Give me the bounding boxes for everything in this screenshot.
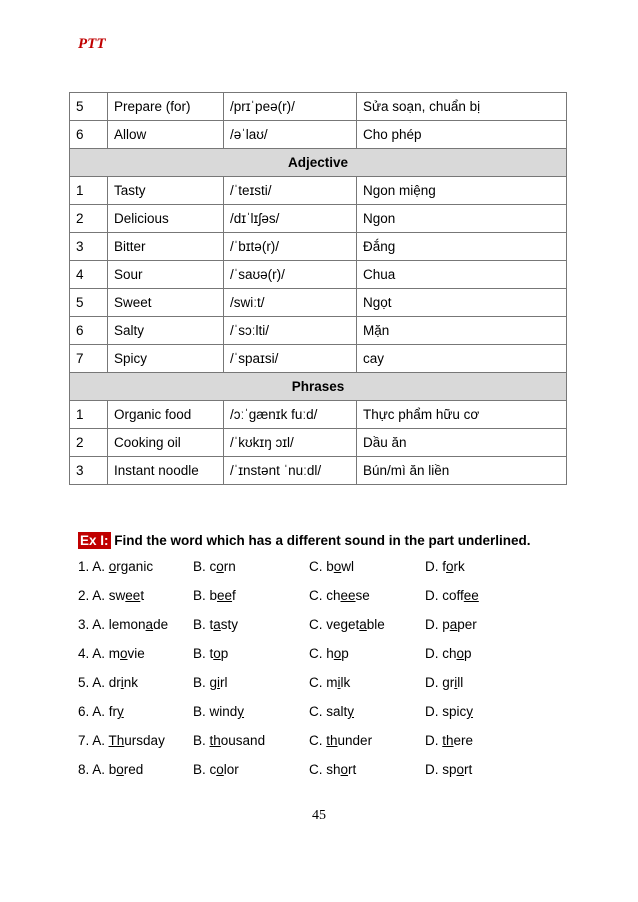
- table-row: [70, 261, 567, 289]
- ipa-transcription: /ˈspaɪsi/: [224, 345, 357, 373]
- answer-option: [309, 697, 354, 726]
- option-text: 7. A.: [78, 733, 109, 748]
- option-text: lor: [223, 762, 239, 777]
- option-text: t: [140, 588, 145, 603]
- option-text: C. m: [309, 675, 338, 690]
- option-text: 1. A.: [78, 559, 109, 574]
- option-text: de: [153, 617, 169, 632]
- answer-option: [425, 581, 479, 610]
- word-meaning: Chua: [357, 261, 567, 289]
- vocab-word: Organic food: [108, 401, 224, 429]
- underlined-part: o: [446, 559, 454, 574]
- option-text: B. wind: [193, 704, 238, 719]
- ipa-transcription: /swiːt/: [224, 289, 357, 317]
- underlined-part: i: [337, 675, 341, 690]
- ipa-transcription: /ˈɪnstənt ˈnuːdl/: [224, 457, 357, 485]
- option-text: 3. A. lemon: [78, 617, 146, 632]
- vocab-word: Bitter: [108, 233, 224, 261]
- word-meaning: Dầu ăn: [357, 429, 567, 457]
- answer-option: [193, 726, 265, 755]
- underlined-part: o: [216, 762, 224, 777]
- answer-option: [78, 755, 143, 784]
- underlined-part: o: [108, 559, 117, 574]
- answer-option: [193, 755, 239, 784]
- vocab-word: Allow: [108, 121, 224, 149]
- underlined-part: o: [456, 646, 465, 661]
- row-number: 5: [70, 289, 108, 317]
- word-meaning: Ngon miệng: [357, 177, 567, 205]
- answer-option: [425, 697, 473, 726]
- row-number: 2: [70, 205, 108, 233]
- answer-option: [425, 639, 472, 668]
- answer-option: [309, 726, 372, 755]
- answer-option: [78, 639, 145, 668]
- option-text: D. ch: [425, 646, 457, 661]
- underlined-part: o: [456, 762, 465, 777]
- word-meaning: Thực phẩm hữu cơ: [357, 401, 567, 429]
- row-number: 3: [70, 457, 108, 485]
- option-text: B. t: [193, 646, 214, 661]
- option-text: 6. A. fr: [78, 704, 118, 719]
- table-row: [70, 289, 567, 317]
- answer-option: [309, 668, 350, 697]
- underlined-part: th: [209, 733, 221, 748]
- exercise-section: [78, 530, 578, 784]
- option-text: per: [457, 617, 477, 632]
- underlined-part: o: [116, 762, 124, 777]
- vocab-word: Salty: [108, 317, 224, 345]
- table-row: [70, 457, 567, 485]
- table-row: [70, 345, 567, 373]
- section-header-row: [70, 373, 567, 401]
- answer-option: [78, 552, 153, 581]
- option-text: vie: [127, 646, 145, 661]
- option-text: 5. A. dr: [78, 675, 121, 690]
- question-row: [78, 610, 578, 639]
- answer-option: [193, 668, 228, 697]
- underlined-part: i: [217, 675, 221, 690]
- page-number: 45: [312, 808, 326, 823]
- answer-option: [425, 726, 473, 755]
- answer-option: [78, 697, 124, 726]
- option-text: 8. A. b: [78, 762, 117, 777]
- option-text: under: [337, 733, 373, 748]
- section-header-row: [70, 149, 567, 177]
- option-text: B. t: [193, 617, 214, 632]
- option-text: ere: [453, 733, 474, 748]
- question-row: [78, 755, 578, 784]
- answer-option: [425, 668, 463, 697]
- option-text: lk: [340, 675, 351, 690]
- word-meaning: Đắng: [357, 233, 567, 261]
- word-meaning: Mặn: [357, 317, 567, 345]
- question-row: [78, 697, 578, 726]
- option-text: D. sp: [425, 762, 457, 777]
- vocabulary-table: [69, 92, 567, 485]
- table-row: [70, 429, 567, 457]
- option-text: ursday: [124, 733, 165, 748]
- word-meaning: Cho phép: [357, 121, 567, 149]
- option-text: rganic: [116, 559, 154, 574]
- question-row: [78, 552, 578, 581]
- option-text: B. g: [193, 675, 218, 690]
- row-number: 1: [70, 177, 108, 205]
- answer-option: [309, 755, 356, 784]
- underlined-part: a: [449, 617, 458, 632]
- option-text: rn: [223, 559, 236, 574]
- table-row: [70, 317, 567, 345]
- underlined-part: ee: [125, 588, 141, 603]
- underlined-part: ee: [340, 588, 356, 603]
- answer-option: [193, 697, 244, 726]
- word-meaning: Sửa soạn, chuẩn bị: [357, 93, 567, 121]
- answer-option: [309, 552, 354, 581]
- option-text: 2. A. sw: [78, 588, 126, 603]
- answer-option: [309, 610, 385, 639]
- vocab-word: Delicious: [108, 205, 224, 233]
- vocab-word: Cooking oil: [108, 429, 224, 457]
- underlined-part: th: [442, 733, 454, 748]
- option-text: rt: [348, 762, 357, 777]
- option-text: B. b: [193, 588, 218, 603]
- underlined-part: y: [466, 704, 474, 719]
- option-text: D. coff: [425, 588, 464, 603]
- table-row: [70, 401, 567, 429]
- answer-option: [78, 610, 168, 639]
- option-text: C. h: [309, 646, 334, 661]
- underlined-part: i: [454, 675, 458, 690]
- section-title: Phrases: [70, 373, 567, 401]
- answer-option: [309, 639, 349, 668]
- option-text: rt: [464, 762, 473, 777]
- vocab-word: Sweet: [108, 289, 224, 317]
- option-text: B.: [193, 733, 210, 748]
- table-row: [70, 177, 567, 205]
- ipa-transcription: /ˈteɪsti/: [224, 177, 357, 205]
- answer-option: [425, 552, 465, 581]
- answer-option: [193, 581, 236, 610]
- row-number: 4: [70, 261, 108, 289]
- option-text: B. c: [193, 559, 217, 574]
- ipa-transcription: /ˈkʊkɪŋ ɔɪl/: [224, 429, 357, 457]
- option-text: sty: [220, 617, 239, 632]
- option-text: p: [220, 646, 229, 661]
- underlined-part: i: [120, 675, 124, 690]
- underlined-part: y: [347, 704, 355, 719]
- answer-option: [425, 610, 477, 639]
- row-number: 6: [70, 317, 108, 345]
- section-title: Adjective: [70, 149, 567, 177]
- option-text: D. gr: [425, 675, 455, 690]
- option-text: rk: [453, 559, 465, 574]
- option-text: B. c: [193, 762, 217, 777]
- option-text: se: [355, 588, 370, 603]
- word-meaning: cay: [357, 345, 567, 373]
- answer-option: [78, 726, 165, 755]
- row-number: 3: [70, 233, 108, 261]
- option-text: ousand: [220, 733, 266, 748]
- underlined-part: a: [145, 617, 154, 632]
- option-text: f: [232, 588, 236, 603]
- option-text: p: [464, 646, 472, 661]
- question-row: [78, 581, 578, 610]
- option-text: wl: [341, 559, 355, 574]
- option-text: red: [123, 762, 144, 777]
- option-text: C. sh: [309, 762, 341, 777]
- underlined-part: a: [359, 617, 367, 632]
- table-row: [70, 93, 567, 121]
- table-row: [70, 205, 567, 233]
- option-text: rl: [220, 675, 228, 690]
- ipa-transcription: /dɪˈlɪʃəs/: [224, 205, 357, 233]
- question-list: [78, 552, 578, 784]
- option-text: C. veget: [309, 617, 360, 632]
- question-row: [78, 668, 578, 697]
- exercise-instruction: Find the word which has a different sound in the part underlined.: [110, 533, 531, 548]
- vocab-word: Prepare (for): [108, 93, 224, 121]
- underlined-part: y: [237, 704, 245, 719]
- underlined-part: th: [326, 733, 338, 748]
- option-text: ll: [457, 675, 464, 690]
- question-row: [78, 726, 578, 755]
- underlined-part: o: [333, 646, 342, 661]
- vocab-word: Instant noodle: [108, 457, 224, 485]
- underlined-part: y: [117, 704, 124, 719]
- exercise-label: Ex I:: [80, 533, 109, 548]
- option-text: C. salt: [309, 704, 348, 719]
- option-text: D.: [425, 733, 443, 748]
- underlined-part: o: [216, 559, 224, 574]
- word-meaning: Bún/mì ăn liền: [357, 457, 567, 485]
- option-text: C. b: [309, 559, 334, 574]
- page-header: PTT: [78, 36, 106, 52]
- option-text: ble: [366, 617, 385, 632]
- underlined-part: o: [120, 646, 128, 661]
- answer-option: [78, 581, 144, 610]
- option-text: D. f: [425, 559, 447, 574]
- vocab-word: Sour: [108, 261, 224, 289]
- ipa-transcription: /ˈbɪtə(r)/: [224, 233, 357, 261]
- option-text: C. ch: [309, 588, 341, 603]
- answer-option: [193, 610, 238, 639]
- underlined-part: a: [213, 617, 221, 632]
- row-number: 7: [70, 345, 108, 373]
- ipa-transcription: /ɔːˈɡænɪk fuːd/: [224, 401, 357, 429]
- underlined-part: Th: [108, 733, 125, 748]
- option-text: C.: [309, 733, 327, 748]
- question-row: [78, 639, 578, 668]
- ipa-transcription: /ˈsɔːlti/: [224, 317, 357, 345]
- vocabulary-table-body: [70, 93, 567, 485]
- row-number: 5: [70, 93, 108, 121]
- option-text: D. spic: [425, 704, 467, 719]
- table-row: [70, 121, 567, 149]
- ipa-transcription: /əˈlaʊ/: [224, 121, 357, 149]
- option-text: 4. A. m: [78, 646, 121, 661]
- row-number: 6: [70, 121, 108, 149]
- word-meaning: Ngọt: [357, 289, 567, 317]
- row-number: 1: [70, 401, 108, 429]
- ipa-transcription: /prɪˈpeə(r)/: [224, 93, 357, 121]
- option-text: p: [341, 646, 349, 661]
- option-text: D. p: [425, 617, 450, 632]
- underlined-part: ee: [463, 588, 479, 603]
- underlined-part: o: [340, 762, 349, 777]
- word-meaning: Ngon: [357, 205, 567, 233]
- answer-option: [78, 668, 138, 697]
- underlined-part: o: [333, 559, 342, 574]
- ipa-transcription: /ˈsaʊə(r)/: [224, 261, 357, 289]
- vocab-word: Tasty: [108, 177, 224, 205]
- option-text: nk: [123, 675, 139, 690]
- exercise-title: [78, 530, 578, 552]
- underlined-part: ee: [217, 588, 233, 603]
- vocab-word: Spicy: [108, 345, 224, 373]
- answer-option: [193, 639, 228, 668]
- answer-option: [193, 552, 236, 581]
- table-row: [70, 233, 567, 261]
- underlined-part: o: [213, 646, 221, 661]
- answer-option: [309, 581, 370, 610]
- row-number: 2: [70, 429, 108, 457]
- answer-option: [425, 755, 472, 784]
